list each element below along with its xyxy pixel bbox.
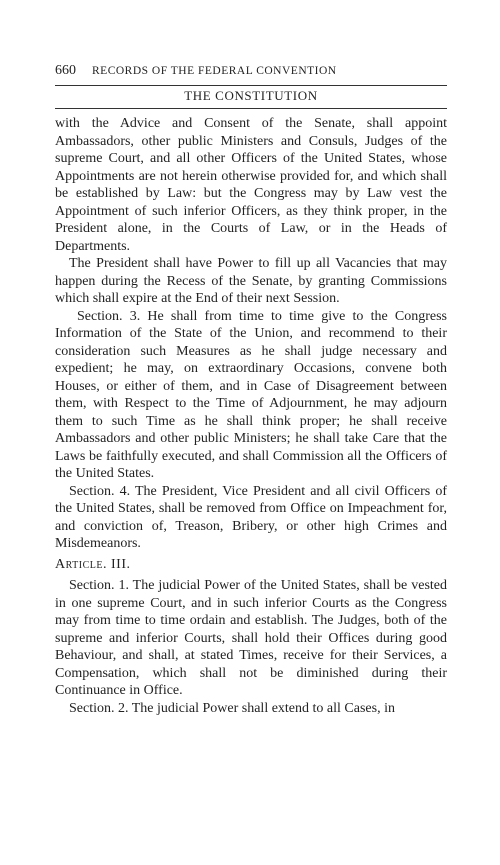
running-head bbox=[55, 63, 447, 79]
paragraph-appointments: with the Advice and Consent of the Senate, shall appoint Ambassadors, other public Ministers and Consuls, Judges of the supreme Court, and all other Officers of the United States, whose Appointments are not herein otherwise provided for, and which shall be established by Law: but the Congress may by Law vest the Appointment of such inferior Officers, as they think proper, in the President alone, in the Courts of Law, or in the Heads of Departments. bbox=[55, 116, 447, 254]
paragraph-section-4: Section. 4. The President, Vice President and all civil Officers of the United States, shall be removed from Office on Impeachment for, and conviction of, Treason, Bribery, or other high Crimes and Misdemeanors. bbox=[55, 483, 447, 551]
paragraph-section-3: Section. 3. He shall from time to time give to the Congress Information of the State of the Union, and recommend to their consideration such Measures as he shall judge necessary and expedient; he may, on extraordinary Occasions, convene both Houses, or either of them, and in Case of Disagreement between them, with Respect to the Time of Adjournment, he may adjourn them to such Time as he shall think proper; he shall receive Ambassadors and other public Ministers; he shall take Care that the Laws be faithfully executed, and shall Commission all the Officers of the United States. bbox=[55, 308, 447, 481]
body-text bbox=[55, 115, 447, 717]
header-rule-top bbox=[55, 85, 447, 86]
paragraph-article-3-section-2: Section. 2. The judicial Power shall extend to all Cases, in bbox=[69, 700, 395, 716]
article-heading: Article. III. bbox=[55, 556, 131, 572]
header-rule-bottom bbox=[55, 108, 447, 109]
paragraph-vacancies: The President shall have Power to fill up all Vacancies that may happen during the Recess of the Senate, by granting Commissions which shall expire at the End of their next Session. bbox=[55, 256, 447, 306]
paragraph-article-3-section-1: Section. 1. The judicial Power of the United States, shall be vested in one supreme Court, and in such inferior Courts as the Congress may from time to time ordain and establish. The Judges, both of the supreme and inferior Courts, shall hold their Offices during good Behaviour, and shall, at stated Times, receive for their Services, a Compensation, which shall not be diminished during their Continuance in Office. bbox=[55, 578, 447, 698]
section-title: THE CONSTITUTION bbox=[184, 88, 318, 103]
running-title: RECORDS OF THE FEDERAL CONVENTION bbox=[92, 65, 337, 77]
book-page bbox=[55, 0, 450, 865]
page-number: 660 bbox=[55, 63, 76, 78]
